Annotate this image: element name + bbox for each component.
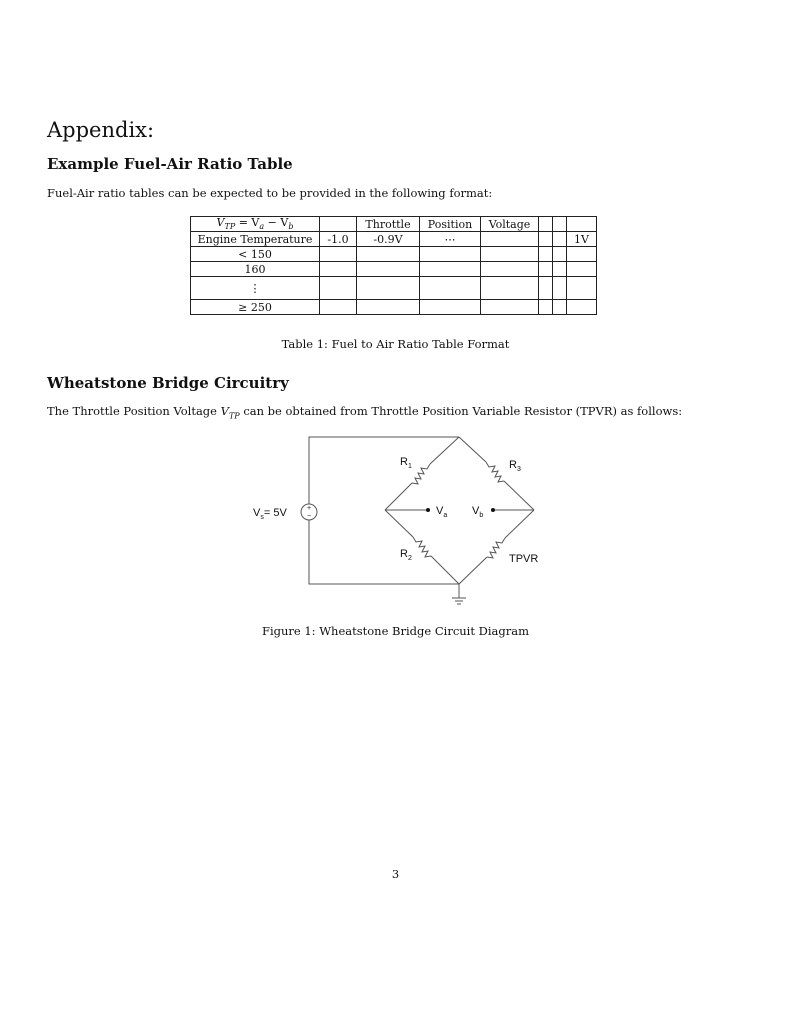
source-label: $V_s= 5V$ <box>253 507 287 521</box>
engine-temperature-label: Engine Temperature <box>191 232 320 247</box>
source-minus-sign: − <box>306 513 312 520</box>
voltage-col-ellipsis: ⋯ <box>420 232 481 247</box>
resistor-r1 <box>412 464 430 484</box>
temp-row-label: < 150 <box>191 247 320 262</box>
vtp-formula-cell: $V_{TP} = V_a - V_b$ <box>191 217 320 232</box>
header-throttle: Throttle <box>357 217 420 232</box>
wire-outer-loop <box>309 437 459 504</box>
va-node-dot <box>426 508 430 512</box>
table-caption: Table 1: Fuel to Air Ratio Table Format <box>281 337 510 351</box>
vb-label: $V_b$ <box>472 505 484 519</box>
wire-r3-bottom <box>504 481 534 510</box>
fuel-air-table-heading: Example Fuel-Air Ratio Table <box>47 155 293 173</box>
r3-label: $R_3$ <box>509 459 521 473</box>
wheatstone-paragraph: The Throttle Position Voltage $V_{TP}$ can be obtained from Throttle Position Variable Resistor (TPVR) as follows: <box>47 404 683 421</box>
temp-row-label: ⋮ <box>191 277 320 300</box>
figure-caption: Figure 1: Wheatstone Bridge Circuit Diagram <box>261 624 529 638</box>
intro-paragraph: Fuel-Air ratio tables can be expected to be provided in the following format: <box>47 186 493 200</box>
page-number: 3 <box>391 867 400 881</box>
source-plus-sign: + <box>306 505 312 512</box>
temp-row-label: ≥ 250 <box>191 300 320 315</box>
wire-outer-bottom <box>309 520 459 584</box>
vb-node-dot <box>491 508 495 512</box>
va-label: $V_a$ <box>436 505 448 519</box>
temp-row-label: 160 <box>191 262 320 277</box>
wire-r3-top <box>459 437 486 462</box>
wire-r1-bottom <box>385 483 412 510</box>
header-position: Position <box>420 217 481 232</box>
wire-tpvr-bottom <box>459 557 487 584</box>
voltage-col-last: 1V <box>567 232 597 247</box>
header-voltage: Voltage <box>481 217 539 232</box>
resistor-r3 <box>486 462 504 482</box>
tpvr-label: TPVR <box>509 553 539 565</box>
wire-tpvr-top <box>505 510 534 538</box>
wire-r2-top <box>385 510 413 537</box>
wire-r1-top <box>430 437 459 464</box>
wire-r2-bottom <box>431 556 459 584</box>
appendix-heading: Appendix: <box>47 118 155 142</box>
voltage-col-2: -0.9V <box>357 232 420 247</box>
voltage-col-1: -1.0 <box>320 232 357 247</box>
resistor-tpvr <box>487 538 505 558</box>
resistor-r2 <box>413 537 431 557</box>
wheatstone-heading: Wheatstone Bridge Circuitry <box>47 374 289 392</box>
r2-label: $R_2$ <box>400 548 412 562</box>
r1-label: $R_1$ <box>400 456 412 470</box>
